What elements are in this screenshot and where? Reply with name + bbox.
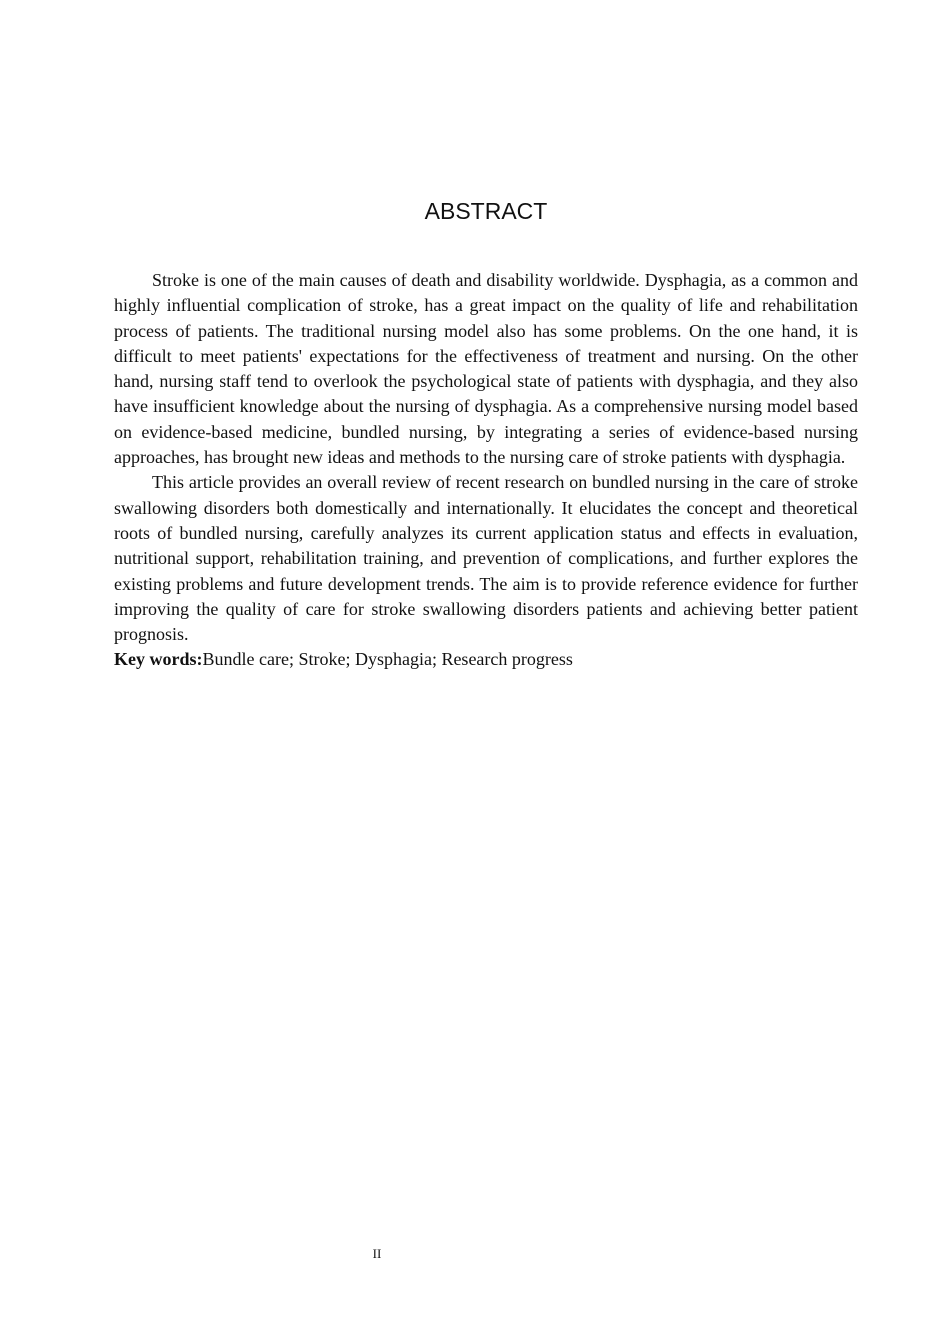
keywords-label: Key words: bbox=[114, 649, 203, 670]
keywords-line bbox=[114, 647, 858, 672]
abstract-paragraph-2: This article provides an overall review of recent research on bundled nursing in the care of stroke swallowing disorders both domestically and internationally. It elucidates the concept and theoretical roots of bundled nursing, carefully analyzes its current application status and effects in evaluation, nutritional support, rehabilitation training, and prevention of complications, and further explores the existing problems and future development trends. The aim is to provide reference evidence for further improving the quality of care for stroke swallowing disorders patients and achieving better patient prognosis. bbox=[114, 472, 858, 645]
keywords-value: Bundle care; Stroke; Dysphagia; Research progress bbox=[202, 649, 573, 670]
page-number: II bbox=[372, 1246, 382, 1261]
abstract-title: ABSTRACT bbox=[424, 198, 548, 224]
abstract-paragraph-1: Stroke is one of the main causes of death and disability worldwide. Dysphagia, as a common and highly influential complication of stroke, has a great impact on the quality of life and rehabilitation process of patients. The traditional nursing model also has some problems. On the one hand, it is difficult to meet patients' expectations for the effectiveness of treatment and nursing. On the other hand, nursing staff tend to overlook the psychological state of patients with dysphagia, and they also have insufficient knowledge about the nursing of dysphagia. As a comprehensive nursing model based on evidence-based medicine, bundled nursing, by integrating a series of evidence-based nursing approaches, has brought new ideas and methods to the nursing care of stroke patients with dysphagia. bbox=[114, 270, 858, 468]
abstract-body bbox=[114, 268, 858, 673]
